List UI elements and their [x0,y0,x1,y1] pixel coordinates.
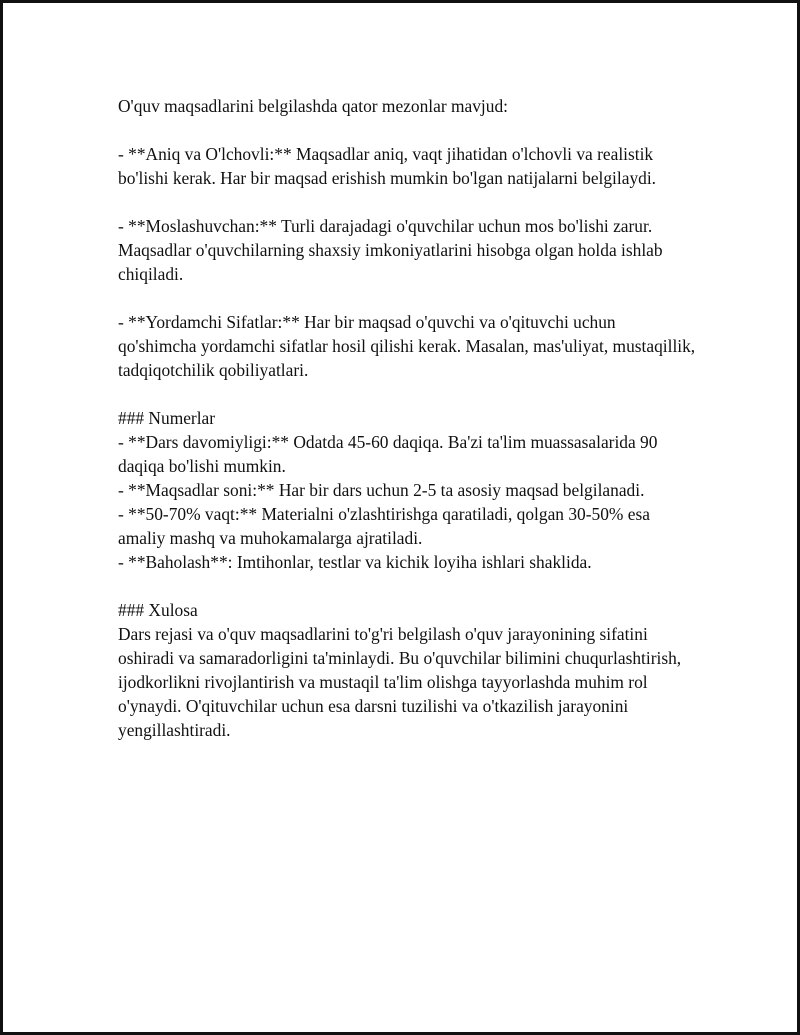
intro-paragraph: O'quv maqsadlarini belgilashda qator mezonlar mavjud: [118,96,508,116]
document-body [118,94,698,742]
spacer [118,118,698,142]
numbers-item: - **Baholash**: Imtihonlar, testlar va kichik loyiha ishlari shaklida. [118,552,592,572]
criterion-paragraph: - **Aniq va O'lchovli:** Maqsadlar aniq, vaqt jihatidan o'lchovli va realistik bo'lishi kerak. Har bir maqsad erishish mumkin bo'lgan natijalarni belgilaydi. [118,144,657,188]
spacer [118,286,698,310]
spacer [118,190,698,214]
criterion-paragraph: - **Yordamchi Sifatlar:** Har bir maqsad o'quvchi va o'qituvchi uchun qo'shimcha yordamchi sifatlar hosil qilishi kerak. Masalan, mas'uliyat, mustaqillik, tadqiqotchilik qobiliyatlari. [118,312,696,380]
numbers-item: - **Dars davomiyligi:** Odatda 45-60 daqiqa. Ba'zi ta'lim muassasalarida 90 daqiqa bo'lishi mumkin. [118,432,658,476]
spacer [118,382,698,406]
conclusion-heading: ### Xulosa [118,600,198,620]
spacer [118,574,698,598]
criterion-paragraph: - **Moslashuvchan:** Turli darajadagi o'quvchilar uchun mos bo'lishi zarur. Maqsadlar o'quvchilarning shaxsiy imkoniyatlarini hisobga olgan holda ishlab chiqiladi. [118,216,663,284]
conclusion-paragraph: Dars rejasi va o'quv maqsadlarini to'g'ri belgilash o'quv jarayonining sifatini oshiradi va samaradorligini ta'minlaydi. Bu o'quvchilar bilimini chuqurlashtirish, ijodkorlikni rivojlantirish va mustaqil ta'lim olishga tayyorlashda muhim rol o'ynaydi. O'qituvchilar uchun esa darsni tuzilishi va o'tkazilish jarayonini yengillashtiradi. [118,624,682,740]
numbers-heading: ### Numerlar [118,408,216,428]
numbers-item: - **Maqsadlar soni:** Har bir dars uchun 2-5 ta asosiy maqsad belgilanadi. [118,480,645,500]
numbers-item: - **50-70% vaqt:** Materialni o'zlashtirishga qaratiladi, qolgan 30-50% esa amaliy mashq va muhokamalarga ajratiladi. [118,504,650,548]
